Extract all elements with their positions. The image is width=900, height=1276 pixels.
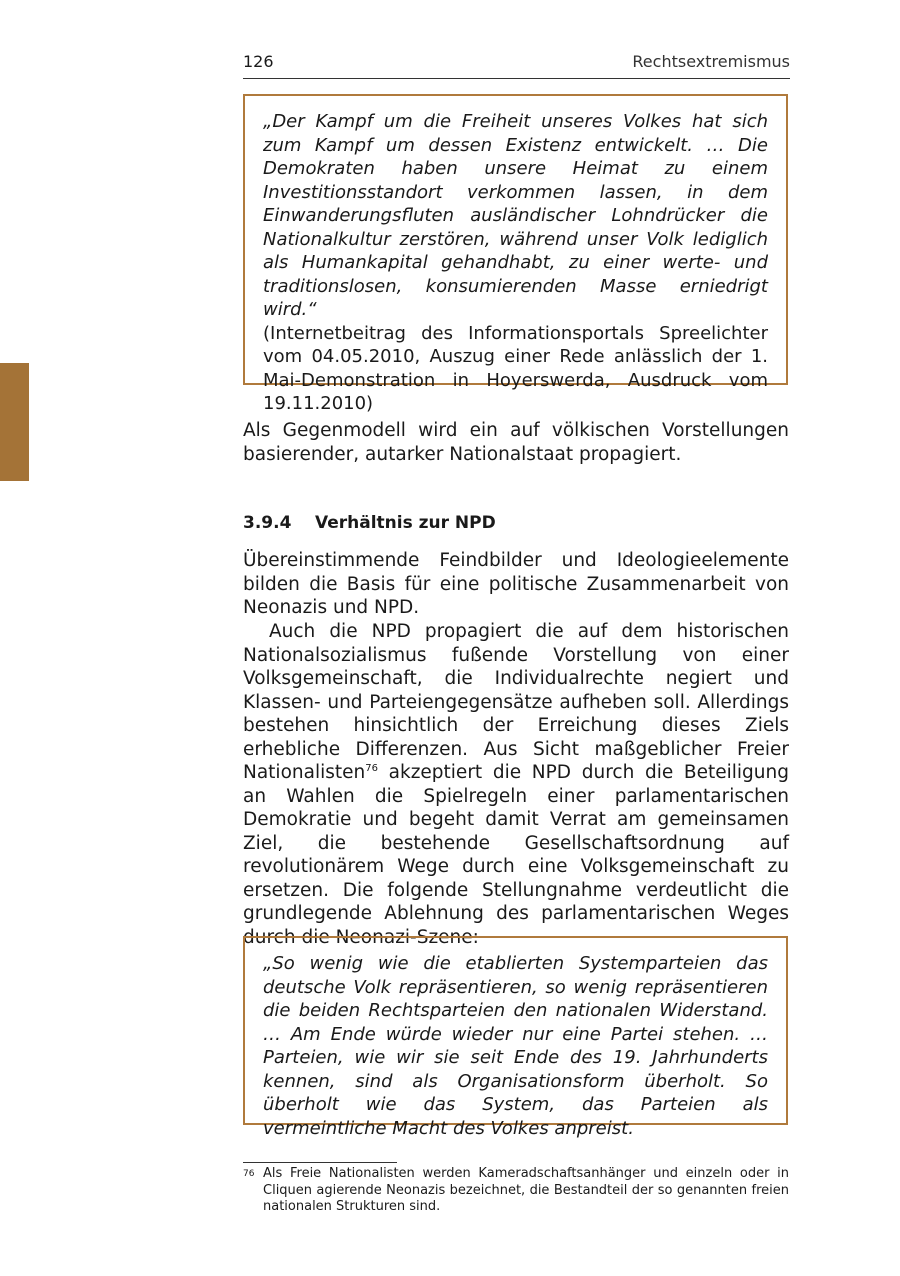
quote-2-text: „So wenig wie die etablierten Systemparteien das deutsche Volk repräsentieren, so wenig repräsentieren die beiden Rechtsparteien den nationalen Widerstand. … Am Ende würde wieder nur eine Partei stehen. … Parteien, wie wir sie seit Ende des 19. Jahrhunderts kennen, sind als Organisationsform überholt. So überholt wie das System, das Parteien als vermeintliche Macht des Volkes anpreist. bbox=[263, 953, 768, 1139]
quote-box-1 bbox=[243, 94, 788, 414]
paragraph-1: Als Gegenmodell wird ein auf völkischen Vorstellungen basierender, autarker Nationalstaat propagiert. bbox=[243, 420, 789, 465]
section-heading bbox=[243, 513, 496, 533]
paragraph-3 bbox=[243, 620, 789, 949]
footnote-text: Als Freie Nationalisten werden Kameradschaftsanhänger und einzeln oder in Cliquen agierende Neonazis bezeichnet, die Bestandteil der so genannten freien nationalen Strukturen sind. bbox=[263, 1166, 789, 1214]
footnote-divider bbox=[243, 1162, 397, 1163]
section-title: Verhältnis zur NPD bbox=[315, 513, 496, 533]
section-number: 3.9.4 bbox=[243, 513, 292, 533]
paragraph-2: Übereinstimmende Feindbilder und Ideologieelemente bilden die Basis für eine politische Zusammenarbeit von Neonazis und NPD. bbox=[243, 550, 789, 618]
paragraph-3-part-1: Auch die NPD propagiert die auf dem historischen Nationalsozialismus fußende Vorstellung von einer Volksgemeinschaft, die Individualrechte negiert und Klassen- und Parteiengegensätze aufheben soll. Allerdings bestehen hinsichtlich der Erreichung dieses Ziels erhebliche Differenzen. Aus Sicht maßgeblicher Freier Nationalisten bbox=[243, 621, 789, 783]
page-header bbox=[243, 52, 790, 79]
footnote-mark: 76 bbox=[243, 1169, 255, 1179]
chapter-thumb-tab bbox=[0, 363, 29, 481]
quote-1-source: (Internetbeitrag des Informationsportals Spreelichter vom 04.05.2010, Auszug einer Rede anlässlich der 1. Mai-Demonstration in Hoyerswerda, Ausdruck vom 19.11.2010) bbox=[263, 322, 768, 414]
footnote bbox=[243, 1166, 789, 1216]
paragraph-3-part-2: akzeptiert die NPD durch die Beteiligung an Wahlen die Spielregeln einer parlamentarischen Demokratie und begeht damit Verrat am gemeinsamen Ziel, die bestehende Gesellschaftsordnung auf revolutionärem Wege durch eine Volksgemeinschaft zu ersetzen. Die folgende Stellungnahme verdeutlicht die grundlegende Ablehnung des parlamentarischen Weges durch die Neonazi-Szene: bbox=[243, 762, 789, 948]
quote-box-2 bbox=[243, 936, 788, 1139]
page-number: 126 bbox=[243, 52, 274, 71]
running-title: Rechtsextremismus bbox=[632, 52, 790, 71]
quote-1-text: „Der Kampf um die Freiheit unseres Volkes hat sich zum Kampf um dessen Existenz entwickelt. … Die Demokraten haben unsere Heimat zu einem Investitionsstandort verkommen lassen, in dem Einwanderungsfluten ausländischer Lohndrücker die Nationalkultur zerstören, während unser Volk lediglich als Humankapital gehandhabt, zu einer werte- und traditionslosen, konsumierenden Masse erniedrigt wird.“ bbox=[263, 111, 768, 320]
footnote-reference[interactable]: 76 bbox=[365, 762, 378, 774]
